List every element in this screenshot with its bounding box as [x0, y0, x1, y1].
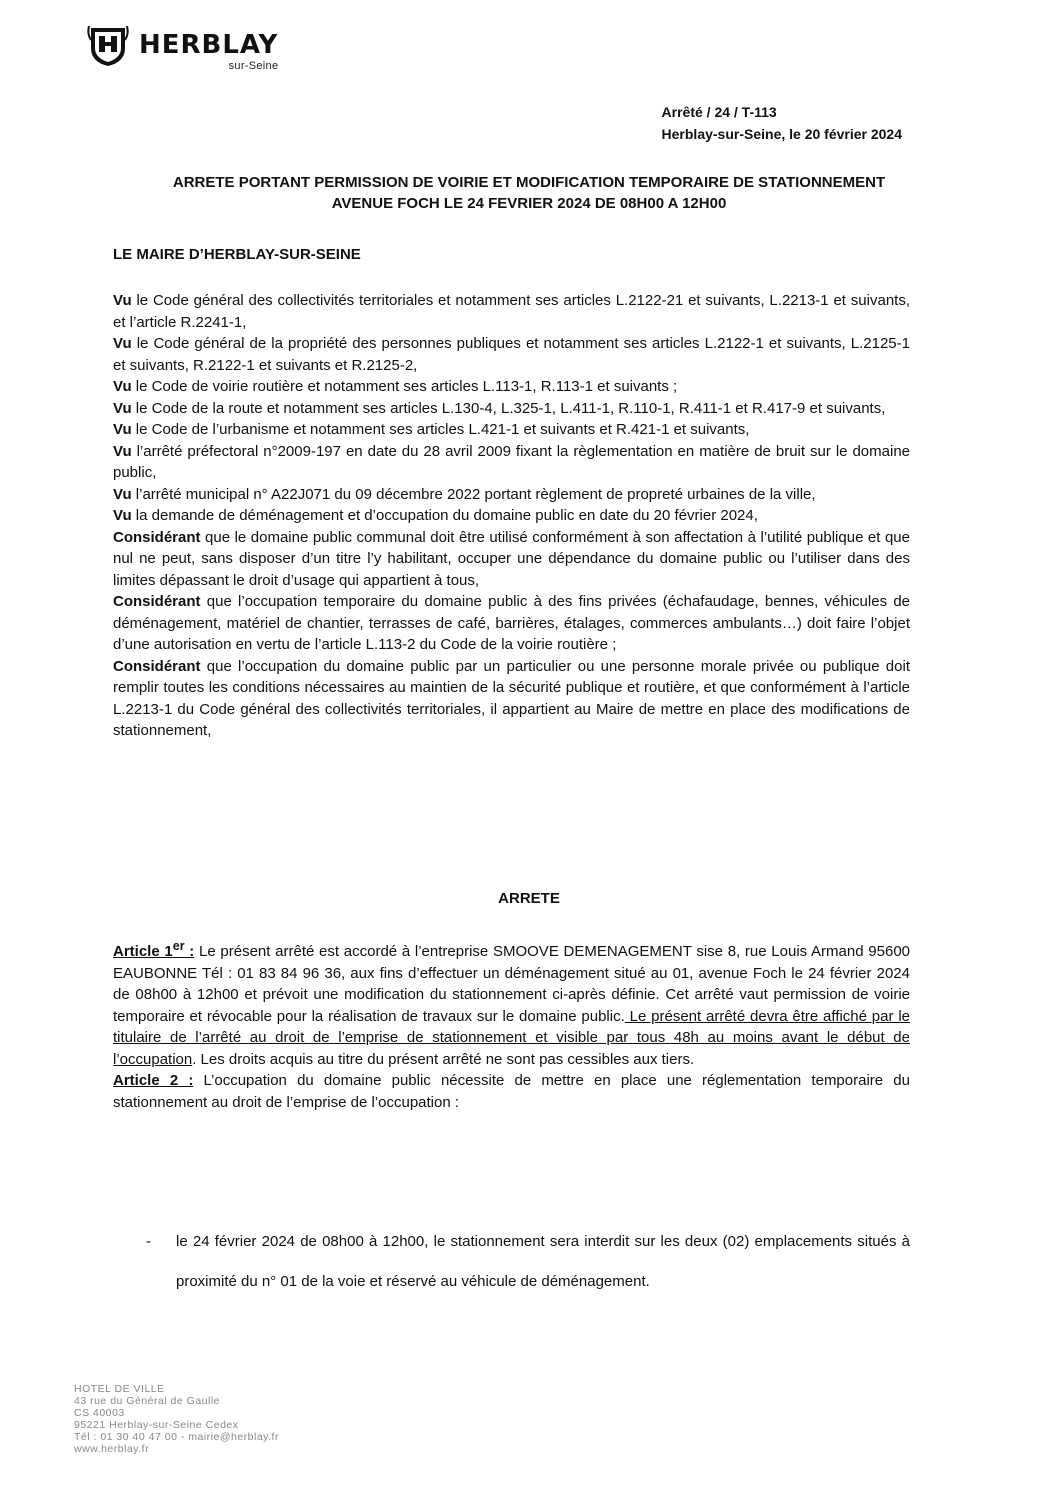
footer-line: 95221 Herblay-sur-Seine Cedex: [74, 1419, 239, 1431]
recital: [113, 527, 910, 592]
recital-text: le Code général des collectivités territoriales et notamment ses articles L.2122-21 et suivants, L.2213-1 et suivants, et l’article R.2241-1,: [113, 292, 910, 331]
recital: [113, 591, 910, 656]
article-1-label: Article 1er :: [113, 939, 195, 960]
article-1-text-end: . Les droits acquis au titre du présent arrêté ne sont pas cessibles aux tiers.: [192, 1050, 695, 1068]
city-name: HERBLAY: [139, 30, 279, 60]
bullet-dash: -: [146, 1233, 151, 1250]
recital: [113, 398, 910, 420]
recital-lead: Vu: [113, 442, 132, 460]
recital-text: que le domaine public communal doit être utilisé conformément à son affectation à l’utilité publique et que nul ne peut, sans disposer d’un titre l’y habilitant, occuper une dépendance du domaine public ou l’utiliser dans des limites dépassant le droit d’usage qui appartient à tous,: [113, 528, 910, 589]
article-1-display-notice: Le présent arrêté devra être affiché par le titulaire de l’arrêté au droit de l’emprise de stationnement et visible par tous 48h au moins avant le début de l’occupation: [113, 1007, 910, 1068]
footer-line: HOTEL DE VILLE: [74, 1383, 165, 1395]
recital-text: le Code général de la propriété des personnes publiques et notamment ses articles L.2122-1 et suivants, L.2125-1 et suivants, R.2122-1 et suivants et R.2125-2,: [113, 335, 910, 374]
title-line-1: ARRETE PORTANT PERMISSION DE VOIRIE ET MODIFICATION TEMPORAIRE DE STATIONNEMENT: [172, 174, 886, 191]
footer-line: www.herblay.fr: [74, 1443, 150, 1455]
recital-text: que l’occupation du domaine public par un particulier ou une personne morale privée ou publique doit remplir toutes les conditions nécessaires au maintien de la sécurité publique et routière, et que conformément à l’article L.2213-1 du Code général des collectivités territoriales, il appartient au Maire de mettre en place des modifications de stationnement,: [113, 657, 910, 739]
recital-lead: Considérant: [113, 593, 201, 610]
recital-text: l’arrêté préfectoral n°2009-197 en date du 28 avril 2009 fixant la règlementation en matière de bruit sur le domaine public,: [113, 442, 910, 481]
recital: [113, 376, 910, 398]
recital-text: l’arrêté municipal n° A22J071 du 09 décembre 2022 portant règlement de propreté urbaines de la ville,: [131, 485, 816, 503]
parking-restriction-item: [146, 1222, 910, 1302]
recital-lead: Vu: [113, 378, 132, 395]
recital-lead: Vu: [113, 292, 132, 309]
recital-lead: Vu: [113, 485, 132, 503]
recital-lead: Considérant: [113, 657, 201, 675]
document-title: [90, 172, 968, 214]
recital-text: la demande de déménagement et d’occupation du domaine public en date du 20 février 2024,: [131, 507, 758, 524]
recital-lead: Vu: [113, 421, 132, 438]
recital: [113, 656, 910, 742]
recital: [113, 505, 910, 527]
article-2: [113, 1070, 910, 1113]
recital: [113, 290, 910, 333]
article-1-text: Le présent arrêté est accordé à l’entreprise SMOOVE DEMENAGEMENT sise 8, rue Louis Armand 95600 EAUBONNE Tél : 01 83 84 96 36, aux fins d’effectuer un déménagement situé au 01, avenue Foch le 24 février 2024 de 08h00 à 12h00 et prévoit une modification du stationnement ci-après définie. Cet arrêté vaut permission de voirie temporaire et révocable pour la réalisation de travaux sur le domaine public.: [113, 943, 911, 1025]
place-date: Herblay-sur-Seine, le 20 février 2024: [661, 126, 902, 142]
recital: [113, 441, 910, 484]
recital: [113, 419, 910, 441]
recital-text: le Code de voirie routière et notamment ses articles L.113-1, R.113-1 et suivants ;: [131, 378, 678, 395]
article-2-text: L’occupation du domaine public nécessite de mettre en place une réglementation temporaire du stationnement au droit de l’emprise de l’occupation :: [113, 1072, 910, 1111]
city-logo: [85, 22, 278, 72]
recital-lead: Vu: [113, 399, 132, 417]
recital: [113, 484, 910, 506]
bullet-text: le 24 février 2024 de 08h00 à 12h00, le stationnement sera interdit sur les deux (02) emplacements situés à proximité du n° 01 de la voie et réservé au véhicule de déménagement.: [176, 1233, 910, 1290]
recital-lead: Vu: [113, 507, 132, 524]
recital-text: le Code de l’urbanisme et notamment ses articles L.421-1 et suivants et R.421-1 et suivants,: [131, 421, 750, 438]
city-subtitle: sur-Seine: [228, 60, 279, 72]
article-2-label: Article 2 :: [113, 1072, 194, 1089]
mayor-heading: LE MAIRE D’HERBLAY-SUR-SEINE: [113, 246, 361, 263]
reference-number: Arrêté / 24 / T-113: [661, 104, 777, 120]
reference-block: [662, 101, 902, 145]
recital-text: le Code de la route et notamment ses articles L.130-4, L.325-1, L.411-1, R.110-1, R.411-1 et R.417-9 et suivants,: [131, 399, 886, 417]
footer-line: Tél : 01 30 40 47 00 - mairie@herblay.fr: [74, 1431, 279, 1443]
footer-line: 43 rue du Général de Gaulle: [74, 1395, 221, 1407]
recital: [113, 333, 910, 376]
city-crest-icon: [85, 22, 131, 68]
recitals: [113, 290, 910, 742]
recital-lead: Considérant: [113, 528, 201, 546]
articles: [113, 936, 910, 1113]
article-1: [113, 936, 910, 1070]
recital-text: que l’occupation temporaire du domaine public à des fins privées (échafaudage, bennes, véhicules de déménagement, matériel de chantier, terrasses de café, barrières, étalages, commerces ambulants…) doit faire l’objet d’une autorisation en vertu de l’article L.113-2 du Code de la voirie routière ;: [113, 593, 910, 653]
arrete-heading: ARRETE: [498, 890, 560, 907]
footer-address: [74, 1383, 279, 1455]
title-line-2: AVENUE FOCH LE 24 FEVRIER 2024 DE 08H00 A 12H00: [331, 195, 727, 212]
footer-line: CS 40003: [74, 1407, 125, 1419]
recital-lead: Vu: [113, 335, 132, 352]
